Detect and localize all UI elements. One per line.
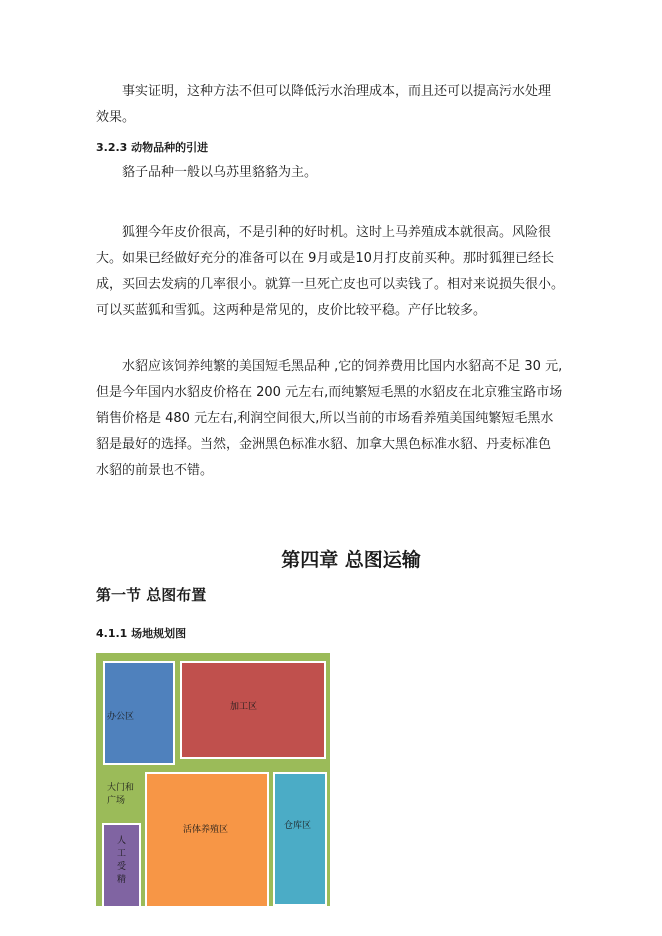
paragraph-line: 貉子品种一般以乌苏里貉貉为主。	[122, 165, 318, 180]
zone-insem-char: 工	[117, 849, 127, 859]
zone-insem-char: 人	[117, 836, 127, 846]
zone-storage-label: 仓库区	[284, 821, 312, 831]
zone-insemination	[102, 823, 141, 906]
paragraph-line: 貂是最好的选择。当然，金洲黑色标准水貂、加拿大黑色标准水貂、丹麦标准色	[96, 437, 552, 452]
site-plan-diagram	[96, 653, 330, 906]
section-title: 第一节 总图布置	[96, 586, 207, 604]
zone-insem-char: 受	[117, 862, 127, 872]
paragraph-line: 但是今年国内水貂皮价格在 200 元左右,而纯繁短毛黑的水貂皮在北京雅宝路市场	[96, 385, 563, 400]
paragraph-line: 狐狸今年皮价很高，不是引种的好时机。这时上马养殖成本就很高。风险很	[122, 225, 552, 240]
zone-gate-label-1: 大门和	[107, 783, 135, 793]
zone-breeding	[145, 772, 269, 906]
subheading-4-1-1: 4.1.1 场地规划图	[96, 627, 187, 640]
paragraph-line: 水貂的前景也不错。	[96, 463, 214, 478]
zone-processing-label: 加工区	[230, 702, 258, 712]
zone-office-label: 办公区	[107, 712, 135, 722]
paragraph-line: 水貂应该饲养纯繁的美国短毛黑品种 ,它的饲养费用比国内水貂高不足 30 元,	[122, 359, 563, 374]
zone-storage	[273, 772, 327, 906]
subheading-3-2-3: 3.2.3 动物品种的引进	[96, 141, 209, 154]
zone-gate-label-2: 广场	[107, 796, 126, 806]
paragraph-line: 销售价格是 480 元左右,利润空间很大,所以当前的市场看养殖美国纯繁短毛黑水	[96, 411, 554, 426]
chapter-title: 第四章 总图运输	[281, 549, 421, 571]
paragraph-line: 成，买回去发病的几率很小。就算一旦死亡皮也可以卖钱了。相对来说损失很小。	[96, 277, 565, 292]
zone-office	[103, 661, 175, 765]
paragraph-line: 效果。	[96, 110, 136, 125]
zone-breeding-label: 活体养殖区	[183, 825, 229, 835]
zone-insem-char: 精	[117, 875, 127, 885]
paragraph-line: 事实证明，这种方法不但可以降低污水治理成本，而且还可以提高污水处理	[122, 84, 552, 99]
paragraph-line: 可以买蓝狐和雪狐。这两种是常见的，皮价比较平稳。产仔比较多。	[96, 303, 487, 318]
zone-processing	[180, 661, 326, 759]
paragraph-line: 大。如果已经做好充分的准备可以在 9月或是10月打皮前买种。那时狐狸已经长	[96, 251, 554, 266]
